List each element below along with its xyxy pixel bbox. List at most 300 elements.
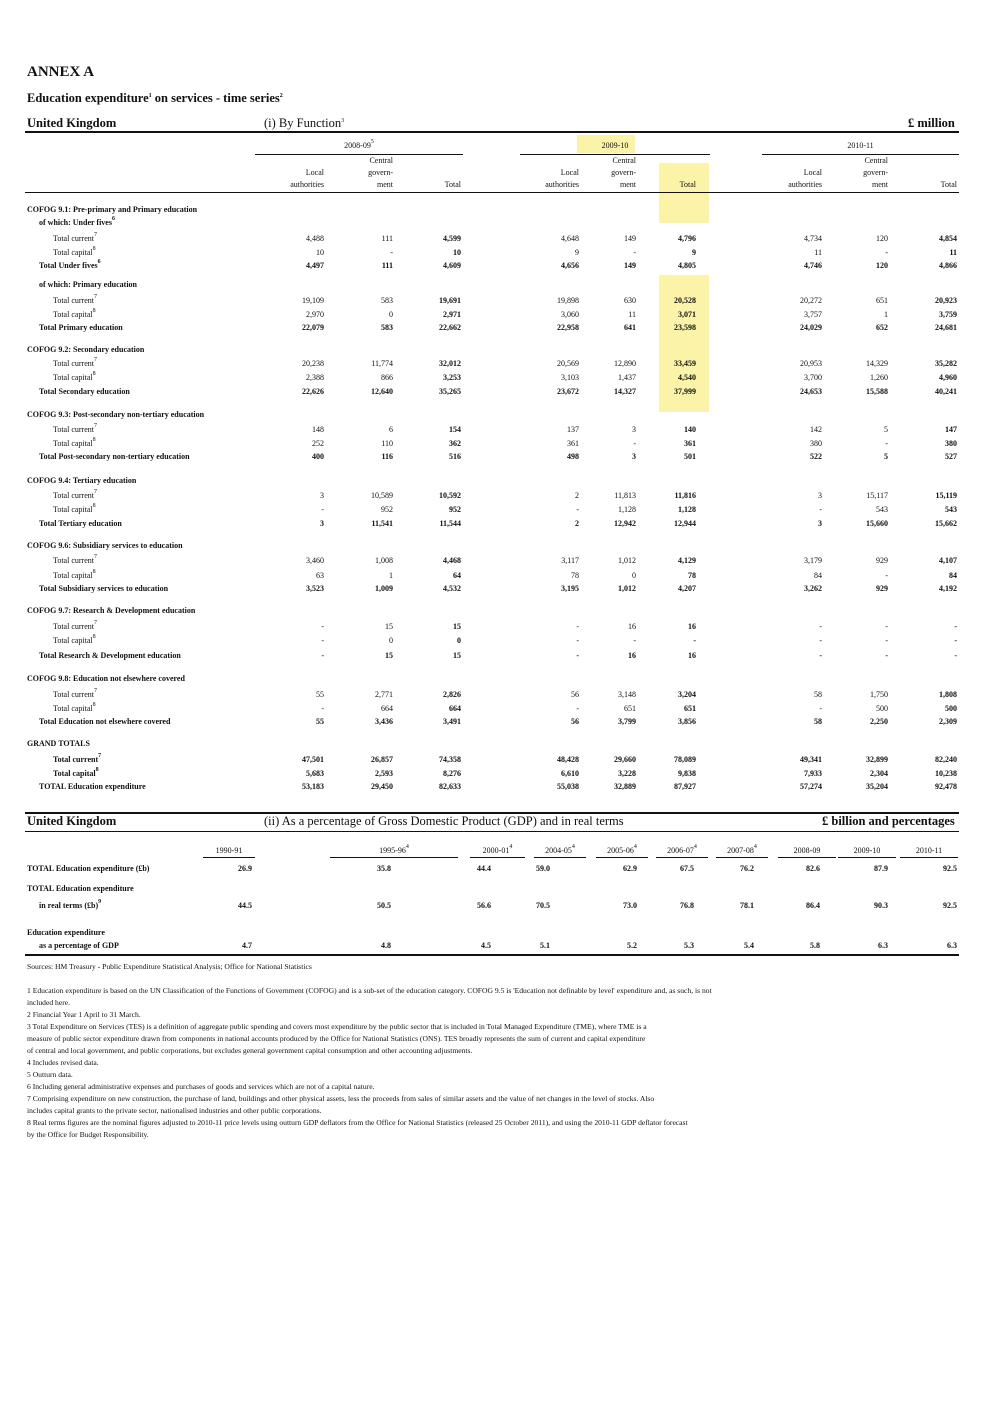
table-cell: 142 bbox=[810, 425, 822, 434]
text: Total capital bbox=[53, 571, 93, 580]
table-cell: 3 bbox=[818, 491, 822, 500]
table-cell: 3,436 bbox=[375, 717, 393, 726]
table-cell: 11 bbox=[949, 248, 957, 257]
footnote-ref: 8 bbox=[95, 767, 99, 773]
section2-subtitle: (ii) As a percentage of Gross Domestic Product (GDP) and in real terms bbox=[264, 814, 624, 828]
footnote-ref: 7 bbox=[93, 620, 97, 626]
row-label bbox=[53, 491, 97, 500]
table-cell: 14,327 bbox=[614, 387, 636, 396]
row-label bbox=[53, 755, 101, 764]
table-cell: - bbox=[576, 505, 579, 514]
table-cell: 22,626 bbox=[302, 387, 324, 396]
row-label bbox=[53, 769, 99, 778]
footnote-ref: 4 bbox=[633, 844, 637, 850]
footnote-line: 5 Outturn data. bbox=[27, 1070, 73, 1079]
table-cell: 929 bbox=[876, 556, 888, 565]
table-cell: 11,813 bbox=[614, 491, 636, 500]
table-cell: 15,588 bbox=[866, 387, 888, 396]
gdp-year-underline bbox=[778, 857, 836, 858]
table-cell: 3 bbox=[632, 425, 636, 434]
table-cell: 641 bbox=[624, 323, 636, 332]
footnote-ref: 7 bbox=[93, 554, 97, 560]
text: 1995-96 bbox=[379, 846, 406, 855]
text: COFOG 9.4: Tertiary education bbox=[27, 476, 137, 485]
table-cell: 16 bbox=[628, 651, 636, 660]
table-cell: 82,633 bbox=[439, 782, 461, 791]
text: Total capital bbox=[53, 769, 96, 778]
row-label bbox=[53, 234, 97, 243]
text: Total current bbox=[53, 755, 99, 764]
gdp-cell: 87.9 bbox=[874, 864, 888, 873]
row-label bbox=[53, 571, 96, 580]
gdp-year-header-2006-07 bbox=[656, 846, 708, 855]
footnote-ref: 8 bbox=[92, 503, 96, 509]
table-cell: 11 bbox=[628, 310, 636, 319]
text: 2009-10 bbox=[853, 846, 881, 855]
section1-subtitle bbox=[264, 116, 344, 131]
text: TOTAL Education expenditure bbox=[39, 782, 146, 791]
footnote-line: 2 Financial Year 1 April to 31 March. bbox=[27, 1010, 141, 1019]
section2-bottom-rule bbox=[25, 954, 959, 956]
table-cell: 24,653 bbox=[800, 387, 822, 396]
column-header: Local bbox=[560, 168, 579, 177]
table-cell: - bbox=[321, 622, 324, 631]
table-cell: 56 bbox=[571, 717, 579, 726]
table-cell: 4,599 bbox=[443, 234, 461, 243]
table-cell: 4,488 bbox=[306, 234, 324, 243]
table-cell: 583 bbox=[381, 296, 393, 305]
table-cell: 11,541 bbox=[371, 519, 393, 528]
text: Total capital bbox=[53, 505, 93, 514]
table-cell: - bbox=[885, 636, 888, 645]
text: Total capital bbox=[53, 373, 93, 382]
table-cell: 543 bbox=[945, 505, 957, 514]
table-cell: - bbox=[576, 622, 579, 631]
table-cell: - bbox=[321, 636, 324, 645]
table-cell: 0 bbox=[389, 636, 393, 645]
table-cell: 4,532 bbox=[443, 584, 461, 593]
gdp-year-underline bbox=[838, 857, 896, 858]
gdp-row-label bbox=[39, 901, 101, 910]
gdp-year-header-1995-96 bbox=[330, 846, 458, 855]
footnote-ref: 7 bbox=[93, 423, 97, 429]
title-text: Education expenditure bbox=[27, 91, 149, 105]
footnote-ref: 8 bbox=[92, 569, 96, 575]
text: Total current bbox=[53, 491, 94, 500]
table-cell: 4,866 bbox=[939, 261, 957, 270]
footnote-ref: 6 bbox=[111, 216, 115, 222]
table-cell: 10,589 bbox=[371, 491, 393, 500]
text: COFOG 9.3: Post-secondary non-tertiary education bbox=[27, 410, 205, 419]
text: 2008-09 bbox=[793, 846, 821, 855]
table-cell: 111 bbox=[381, 234, 393, 243]
footnote-ref: 8 bbox=[92, 246, 96, 252]
table-cell: 140 bbox=[684, 425, 696, 434]
table-cell: - bbox=[321, 651, 324, 660]
table-cell: 14,329 bbox=[866, 359, 888, 368]
row-label bbox=[53, 310, 96, 319]
table-cell: 147 bbox=[945, 425, 957, 434]
section1-unit: £ million bbox=[908, 116, 955, 130]
table-cell: 361 bbox=[684, 439, 696, 448]
title-sup: 1 bbox=[148, 93, 152, 99]
text: Total capital bbox=[53, 248, 93, 257]
column-header: authorities bbox=[545, 180, 579, 189]
year-header-2008-09 bbox=[255, 141, 463, 150]
table-cell: 78 bbox=[571, 571, 579, 580]
table-cell: 500 bbox=[945, 704, 957, 713]
table-cell: 15,662 bbox=[935, 519, 957, 528]
section-heading bbox=[27, 606, 195, 615]
gdp-cell: 92.5 bbox=[943, 864, 957, 873]
title-sup-2: 2 bbox=[279, 93, 283, 99]
text: COFOG 9.8: Education not elsewhere covered bbox=[27, 674, 185, 683]
text: Total Research & Development education bbox=[39, 651, 181, 660]
gdp-row-label bbox=[27, 864, 149, 873]
table-cell: - bbox=[954, 651, 957, 660]
table-cell: 3,757 bbox=[804, 310, 822, 319]
table-cell: 516 bbox=[449, 452, 461, 461]
table-cell: 87,927 bbox=[674, 782, 696, 791]
row-label bbox=[53, 439, 96, 448]
table-cell: 20,238 bbox=[302, 359, 324, 368]
table-cell: 29,450 bbox=[371, 782, 393, 791]
table-cell: 32,889 bbox=[614, 782, 636, 791]
table-cell: 12,942 bbox=[614, 519, 636, 528]
table-cell: 4,129 bbox=[678, 556, 696, 565]
year-header-2009-10 bbox=[520, 141, 710, 150]
text: COFOG 9.2: Secondary education bbox=[27, 345, 145, 354]
table-cell: 3,103 bbox=[561, 373, 579, 382]
table-cell: 33,459 bbox=[674, 359, 696, 368]
table-cell: - bbox=[633, 439, 636, 448]
table-cell: 3 bbox=[320, 519, 324, 528]
table-cell: 22,958 bbox=[557, 323, 579, 332]
gdp-cell: 67.5 bbox=[680, 864, 694, 873]
table-cell: - bbox=[954, 622, 957, 631]
table-cell: - bbox=[576, 636, 579, 645]
table-cell: 3,759 bbox=[939, 310, 957, 319]
text: of which: Under fives bbox=[39, 218, 112, 227]
table-cell: 78 bbox=[688, 571, 696, 580]
column-header: Local bbox=[305, 168, 324, 177]
table-cell: 4,540 bbox=[678, 373, 696, 382]
table-cell: 2,970 bbox=[306, 310, 324, 319]
gdp-year-underline bbox=[596, 857, 648, 858]
text: Total Primary education bbox=[39, 323, 123, 332]
table-cell: 1,012 bbox=[618, 584, 636, 593]
table-cell: 55 bbox=[316, 717, 324, 726]
table-cell: 4,960 bbox=[939, 373, 957, 382]
table-cell: 3,799 bbox=[618, 717, 636, 726]
table-cell: 10,238 bbox=[935, 769, 957, 778]
gdp-year-header-1990-91 bbox=[203, 846, 255, 855]
table-cell: - bbox=[954, 636, 957, 645]
text: TOTAL Education expenditure (£b) bbox=[27, 864, 150, 873]
table-cell: - bbox=[321, 505, 324, 514]
table-cell: 84 bbox=[949, 571, 957, 580]
text: GRAND TOTALS bbox=[27, 739, 90, 748]
table-cell: 527 bbox=[945, 452, 957, 461]
table-cell: 37,999 bbox=[674, 387, 696, 396]
table-cell: 154 bbox=[449, 425, 461, 434]
section-heading bbox=[27, 476, 136, 485]
section2-header-rule bbox=[25, 831, 959, 832]
text: 2008-09 bbox=[344, 141, 371, 150]
column-header: authorities bbox=[290, 180, 324, 189]
table-cell: - bbox=[885, 651, 888, 660]
table-cell: 500 bbox=[876, 704, 888, 713]
text: COFOG 9.7: Research & Development education bbox=[27, 606, 196, 615]
table-cell: - bbox=[819, 622, 822, 631]
text: 2006-07 bbox=[667, 846, 694, 855]
section1-country: United Kingdom bbox=[27, 116, 117, 130]
table-cell: 362 bbox=[449, 439, 461, 448]
table-cell: 4,468 bbox=[443, 556, 461, 565]
table-cell: 2,971 bbox=[443, 310, 461, 319]
table-cell: 23,672 bbox=[557, 387, 579, 396]
table-cell: 55,038 bbox=[557, 782, 579, 791]
annex-label: ANNEX A bbox=[27, 64, 95, 80]
table-cell: 583 bbox=[381, 323, 393, 332]
table-cell: 53,183 bbox=[302, 782, 324, 791]
text: Total capital bbox=[53, 636, 93, 645]
table-cell: 2,304 bbox=[870, 769, 888, 778]
text: Total Secondary education bbox=[39, 387, 130, 396]
table-cell: 380 bbox=[810, 439, 822, 448]
gdp-cell: 5.2 bbox=[627, 941, 637, 950]
footnote-line: of central and local government, and public corporations, but excludes general government capital consumption and other accounting adjustments. bbox=[27, 1046, 473, 1055]
footnote-ref: 4 bbox=[509, 844, 513, 850]
table-cell: 1,128 bbox=[678, 505, 696, 514]
gdp-year-underline bbox=[534, 857, 586, 858]
table-cell: 19,691 bbox=[439, 296, 461, 305]
table-cell: 4,192 bbox=[939, 584, 957, 593]
table-cell: 4,805 bbox=[678, 261, 696, 270]
footnote-ref: 7 bbox=[93, 688, 97, 694]
table-cell: - bbox=[633, 636, 636, 645]
gdp-cell: 70.5 bbox=[536, 901, 550, 910]
footnote-ref: 8 bbox=[92, 308, 96, 314]
column-header: ment bbox=[377, 180, 393, 189]
table-cell: 2 bbox=[575, 519, 579, 528]
table-cell: 78,089 bbox=[674, 755, 696, 764]
table-cell: 35,204 bbox=[866, 782, 888, 791]
table-cell: 952 bbox=[449, 505, 461, 514]
table-cell: 74,358 bbox=[439, 755, 461, 764]
gdp-row-label bbox=[27, 884, 134, 893]
text: Total current bbox=[53, 622, 94, 631]
table-cell: 3,700 bbox=[804, 373, 822, 382]
table-cell: - bbox=[390, 248, 393, 257]
table-cell: 0 bbox=[389, 310, 393, 319]
subsection-heading bbox=[39, 218, 115, 227]
footnote-ref: 7 bbox=[93, 357, 97, 363]
table-cell: 3,195 bbox=[561, 584, 579, 593]
table-cell: 252 bbox=[312, 439, 324, 448]
table-cell: 4,734 bbox=[804, 234, 822, 243]
text: 1990-91 bbox=[215, 846, 243, 855]
section-heading bbox=[27, 541, 183, 550]
table-cell: 400 bbox=[312, 452, 324, 461]
sources-note: Sources: HM Treasury - Public Expenditure Statistical Analysis; Office for National Statistics bbox=[27, 962, 312, 971]
table-cell: 3 bbox=[320, 491, 324, 500]
table-cell: 10,592 bbox=[439, 491, 461, 500]
table-cell: 1,260 bbox=[870, 373, 888, 382]
table-cell: 24,681 bbox=[935, 323, 957, 332]
text: Education expenditure bbox=[27, 928, 105, 937]
footnote-ref: 7 bbox=[93, 232, 97, 238]
gdp-cell: 82.6 bbox=[806, 864, 820, 873]
table-cell: - bbox=[819, 704, 822, 713]
footnote-ref: 8 bbox=[92, 702, 96, 708]
text: Total current bbox=[53, 359, 94, 368]
table-cell: 49,341 bbox=[800, 755, 822, 764]
table-cell: 4,107 bbox=[939, 556, 957, 565]
text: Total current bbox=[53, 234, 94, 243]
table-cell: 664 bbox=[449, 704, 461, 713]
gdp-cell: 4.7 bbox=[242, 941, 252, 950]
row-label bbox=[53, 636, 96, 645]
table-cell: 1,008 bbox=[375, 556, 393, 565]
table-cell: 7,933 bbox=[804, 769, 822, 778]
gdp-cell: 90.3 bbox=[874, 901, 888, 910]
table-cell: 110 bbox=[381, 439, 393, 448]
table-cell: 149 bbox=[624, 261, 636, 270]
total-row-label bbox=[39, 519, 122, 528]
table-cell: 1 bbox=[389, 571, 393, 580]
table-cell: - bbox=[885, 248, 888, 257]
gdp-year-header-2004-05 bbox=[534, 846, 586, 855]
column-header: govern- bbox=[368, 168, 393, 177]
table-cell: 84 bbox=[814, 571, 822, 580]
table-cell: 15,660 bbox=[866, 519, 888, 528]
row-label bbox=[53, 359, 97, 368]
table-cell: 8,276 bbox=[443, 769, 461, 778]
table-cell: 19,109 bbox=[302, 296, 324, 305]
table-cell: 2,250 bbox=[870, 717, 888, 726]
footnote-ref: 4 bbox=[405, 844, 409, 850]
table-cell: 3 bbox=[818, 519, 822, 528]
table-cell: 20,923 bbox=[935, 296, 957, 305]
table-cell: 58 bbox=[814, 717, 822, 726]
text: Total Under fives bbox=[39, 261, 98, 270]
gdp-year-underline bbox=[900, 857, 958, 858]
table-cell: 32,899 bbox=[866, 755, 888, 764]
footnote-ref: 7 bbox=[93, 294, 97, 300]
column-header: govern- bbox=[611, 168, 636, 177]
text: 2007-08 bbox=[727, 846, 754, 855]
table-cell: 11,816 bbox=[674, 491, 696, 500]
text: Total capital bbox=[53, 704, 93, 713]
table-cell: 48,428 bbox=[557, 755, 579, 764]
table-cell: 20,528 bbox=[674, 296, 696, 305]
gdp-year-header-2008-09 bbox=[778, 846, 836, 855]
gdp-cell: 26.9 bbox=[238, 864, 252, 873]
section-heading bbox=[27, 739, 90, 748]
text: 2004-05 bbox=[545, 846, 572, 855]
table-cell: - bbox=[819, 636, 822, 645]
table-cell: 9 bbox=[692, 248, 696, 257]
text: COFOG 9.1: Pre-primary and Primary education bbox=[27, 205, 198, 214]
table-cell: 501 bbox=[684, 452, 696, 461]
section1-subtitle-text: (i) By Function bbox=[264, 116, 342, 130]
text: of which: Primary education bbox=[39, 280, 137, 289]
gdp-cell: 5.1 bbox=[540, 941, 550, 950]
gdp-cell: 44.5 bbox=[238, 901, 252, 910]
table-cell: 2,388 bbox=[306, 373, 324, 382]
footnote-ref: 8 bbox=[92, 634, 96, 640]
text: in real terms (£b) bbox=[39, 901, 99, 910]
column-header: Local bbox=[803, 168, 822, 177]
table-cell: 137 bbox=[567, 425, 579, 434]
table-cell: 1,750 bbox=[870, 690, 888, 699]
gdp-cell: 4.5 bbox=[481, 941, 491, 950]
text: 2010-11 bbox=[847, 141, 874, 150]
table-cell: 6,610 bbox=[561, 769, 579, 778]
table-cell: 10 bbox=[316, 248, 324, 257]
column-header: ment bbox=[620, 180, 636, 189]
table-cell: - bbox=[819, 505, 822, 514]
footnote-line: 6 Including general administrative expenses and purchases of goods and services which are not of a capital nature. bbox=[27, 1082, 375, 1091]
gdp-row-label bbox=[39, 941, 119, 950]
gdp-year-underline bbox=[470, 857, 525, 858]
footnote-ref: 5 bbox=[370, 139, 374, 145]
table-cell: 15,117 bbox=[866, 491, 888, 500]
table-cell: 63 bbox=[316, 571, 324, 580]
year-header-2010-11 bbox=[762, 141, 959, 150]
text: 2009-10 bbox=[601, 141, 629, 150]
column-header: Total bbox=[444, 180, 461, 189]
gdp-cell: 76.8 bbox=[680, 901, 694, 910]
table-cell: 4,648 bbox=[561, 234, 579, 243]
table-cell: 652 bbox=[876, 323, 888, 332]
table-cell: 3,262 bbox=[804, 584, 822, 593]
title-rest: on services - time series bbox=[151, 91, 280, 105]
footnote-line: measure of public sector expenditure drawn from components in national accounts produced by the Office for National Statistics (ONS). TES broadly represents the sum of current and capital expenditure bbox=[27, 1034, 646, 1043]
table-cell: 651 bbox=[624, 704, 636, 713]
table-cell: 15 bbox=[453, 622, 461, 631]
table-cell: 3,148 bbox=[618, 690, 636, 699]
footnote-line: 7 Comprising expenditure on new construction, the purchase of land, buildings and other physical assets, less the proceeds from sales of similar assets and the value of net changes in the level of stocks. Also bbox=[27, 1094, 655, 1103]
table-cell: 57,274 bbox=[800, 782, 822, 791]
table-cell: 4,609 bbox=[443, 261, 461, 270]
footnote-ref: 7 bbox=[93, 489, 97, 495]
table-cell: 22,079 bbox=[302, 323, 324, 332]
table-cell: - bbox=[633, 248, 636, 257]
footnote-ref: 9 bbox=[98, 899, 102, 905]
footnote-ref: 4 bbox=[571, 844, 575, 850]
table-cell: 15 bbox=[385, 651, 393, 660]
text: Total Education not elsewhere covered bbox=[39, 717, 171, 726]
gdp-cell: 73.0 bbox=[623, 901, 637, 910]
text: Total capital bbox=[53, 310, 93, 319]
table-cell: 664 bbox=[381, 704, 393, 713]
table-cell: 35,265 bbox=[439, 387, 461, 396]
table-cell: 3 bbox=[632, 452, 636, 461]
gdp-cell: 35.8 bbox=[377, 864, 391, 873]
gdp-cell: 56.6 bbox=[477, 901, 491, 910]
table-cell: 10 bbox=[453, 248, 461, 257]
column-header: Total bbox=[940, 180, 957, 189]
table-cell: 651 bbox=[684, 704, 696, 713]
text: Total current bbox=[53, 556, 94, 565]
text: Total current bbox=[53, 296, 94, 305]
row-label bbox=[53, 296, 97, 305]
table-cell: 6 bbox=[389, 425, 393, 434]
table-cell: 47,501 bbox=[302, 755, 324, 764]
table-cell: 56 bbox=[571, 690, 579, 699]
